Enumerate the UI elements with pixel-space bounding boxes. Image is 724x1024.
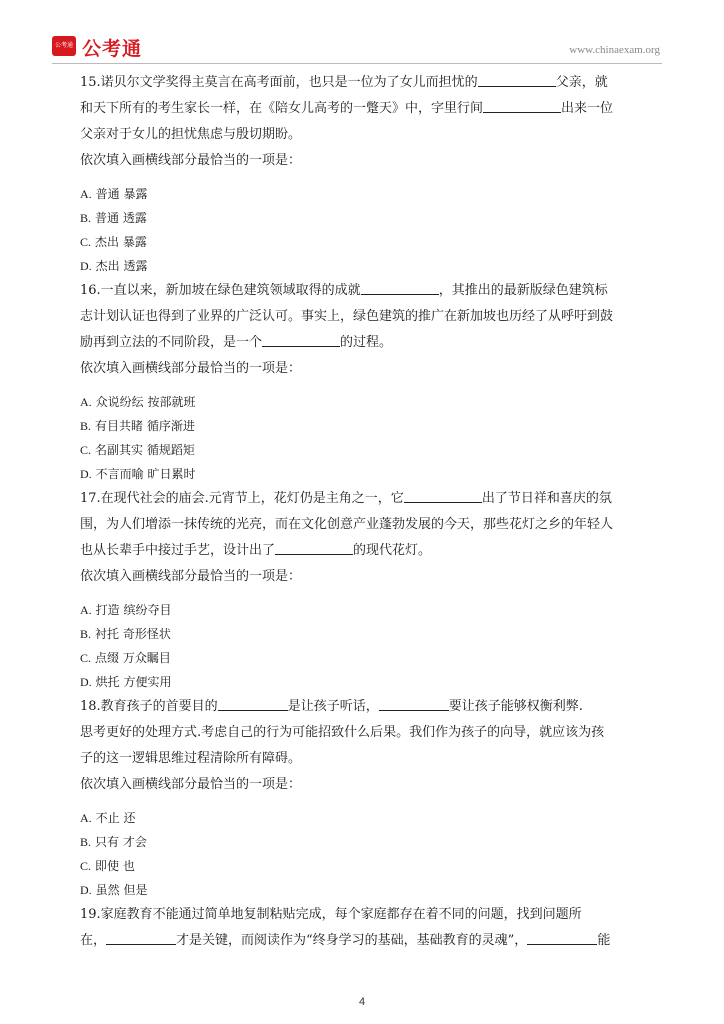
question-16 bbox=[80, 278, 620, 486]
option-letter: B. bbox=[80, 835, 92, 849]
question-line bbox=[80, 122, 620, 148]
text-segment: 才是关键，而阅读作为“终身学习的基础，基础教育的灵魂”， bbox=[176, 933, 528, 948]
option-a bbox=[80, 390, 620, 414]
fill-blank bbox=[527, 930, 597, 945]
question-line bbox=[80, 538, 620, 564]
spacer bbox=[80, 382, 620, 390]
page-header bbox=[52, 34, 662, 64]
option-letter: A. bbox=[80, 187, 92, 201]
question-18 bbox=[80, 694, 620, 902]
text-segment: 在， bbox=[80, 933, 107, 948]
logo-badge: 公考通 bbox=[52, 36, 76, 56]
question-19 bbox=[80, 902, 620, 954]
option-c bbox=[80, 230, 620, 254]
question-prompt: 依次填入画横线部分最恰当的一项是： bbox=[80, 361, 302, 376]
site-url[interactable]: www.chinaexam.org bbox=[569, 44, 660, 56]
text-segment: 和天下所有的考生家长一样，在《陪女儿高考的一蹩天》中，字里行间 bbox=[80, 101, 484, 116]
option-letter: C. bbox=[80, 651, 92, 665]
fill-blank bbox=[262, 332, 340, 347]
option-c bbox=[80, 854, 620, 878]
text-segment: 15.诺贝尔文学奖得主莫言在高考面前，也只是一位为了女儿而担忧的 bbox=[80, 75, 478, 90]
text-segment: 17.在现代社会的庙会.元宵节上，花灯仍是主角之一，它 bbox=[80, 491, 404, 506]
text-segment: 能 bbox=[597, 933, 611, 948]
question-line bbox=[80, 70, 620, 96]
option-letter: A. bbox=[80, 811, 92, 825]
question-line bbox=[80, 928, 620, 954]
question-17 bbox=[80, 486, 620, 694]
option-a bbox=[80, 182, 620, 206]
option-letter: A. bbox=[80, 603, 92, 617]
spacer bbox=[80, 798, 620, 806]
fill-blank bbox=[404, 488, 482, 503]
question-prompt: 依次填入画横线部分最恰当的一项是： bbox=[80, 569, 302, 584]
text-segment: 出了节日祥和喜庆的氛 bbox=[481, 491, 612, 506]
text-segment: ，其推出的最新版绿色建筑标 bbox=[438, 283, 608, 298]
fill-blank bbox=[275, 540, 353, 555]
option-d bbox=[80, 670, 620, 694]
fill-blank bbox=[379, 696, 449, 711]
fill-blank bbox=[361, 280, 439, 295]
option-text: 有目共睹 循序渐进 bbox=[95, 419, 195, 433]
text-segment: 16.一直以来，新加坡在绿色建筑领域取得的成就 bbox=[80, 283, 361, 298]
option-a bbox=[80, 806, 620, 830]
option-c bbox=[80, 438, 620, 462]
question-line bbox=[80, 330, 620, 356]
question-line bbox=[80, 720, 620, 746]
text-segment: 志计划认证也得到了业界的广泛认可。事实上，绿色建筑的推广在新加坡也历经了从呼吁到鼓 bbox=[80, 309, 614, 324]
question-line bbox=[80, 512, 620, 538]
page-number: 4 bbox=[358, 996, 366, 1008]
question-line bbox=[80, 694, 620, 720]
text-segment: 19.家庭教育不能通过简单地复制粘贴完成，每个家庭都存在着不同的问题，找到问题所 bbox=[80, 907, 582, 922]
question-line bbox=[80, 96, 620, 122]
option-text: 普通 暴露 bbox=[95, 187, 148, 201]
question-line bbox=[80, 278, 620, 304]
option-text: 不止 还 bbox=[95, 811, 136, 825]
text-segment: 围，为人们增添一抹传统的光亮，而在文化创意产业蓬勃发展的今天，那些花灯之乡的年轻人 bbox=[80, 517, 614, 532]
option-letter: C. bbox=[80, 235, 92, 249]
fill-blank bbox=[218, 696, 288, 711]
option-letter: D. bbox=[80, 675, 92, 689]
option-letter: C. bbox=[80, 443, 92, 457]
option-text: 不言而喻 旷日累时 bbox=[95, 467, 196, 481]
question-prompt: 依次填入画横线部分最恰当的一项是： bbox=[80, 153, 302, 168]
option-text: 即使 也 bbox=[95, 859, 135, 873]
option-letter: B. bbox=[80, 627, 92, 641]
text-segment: 是让孩子听话， bbox=[287, 699, 379, 714]
fill-blank bbox=[106, 930, 176, 945]
logo-text: 公考通 bbox=[82, 38, 143, 60]
option-text: 杰出 暴露 bbox=[95, 235, 147, 249]
option-b bbox=[80, 622, 620, 646]
option-d bbox=[80, 878, 620, 902]
question-line bbox=[80, 486, 620, 512]
text-segment: 也从长辈手中接过手艺，设计出了 bbox=[80, 543, 276, 558]
fill-blank bbox=[478, 72, 556, 87]
option-text: 杰出 透露 bbox=[95, 259, 148, 273]
option-letter: C. bbox=[80, 859, 92, 873]
option-text: 衬托 奇形怪状 bbox=[95, 627, 171, 641]
option-letter: B. bbox=[80, 211, 92, 225]
text-segment: 的现代花灯。 bbox=[353, 543, 432, 558]
option-c bbox=[80, 646, 620, 670]
question-15 bbox=[80, 70, 620, 278]
option-text: 虽然 但是 bbox=[95, 883, 148, 897]
spacer bbox=[80, 590, 620, 598]
header-divider bbox=[52, 63, 662, 64]
option-text: 打造 缤纷夺目 bbox=[95, 603, 172, 617]
option-d bbox=[80, 462, 620, 486]
spacer bbox=[80, 174, 620, 182]
option-letter: B. bbox=[80, 419, 92, 433]
option-text: 只有 才会 bbox=[95, 835, 147, 849]
text-segment: 的过程。 bbox=[340, 335, 393, 350]
option-text: 点缀 万众瞩目 bbox=[95, 651, 171, 665]
text-segment: 18.教育孩子的首要目的 bbox=[80, 699, 218, 714]
option-text: 普通 透露 bbox=[95, 211, 147, 225]
text-segment: 父亲，就 bbox=[555, 75, 608, 90]
text-segment: 要让孩子能够权衡利弊. bbox=[448, 699, 583, 714]
option-letter: A. bbox=[80, 395, 92, 409]
option-text: 烘托 方便实用 bbox=[95, 675, 172, 689]
text-segment: 父亲对于女儿的担忧焦虑与殷切期盼。 bbox=[80, 127, 302, 142]
text-segment: 出来一位 bbox=[561, 101, 614, 116]
fill-blank bbox=[483, 98, 561, 113]
text-segment: 子的这一逻辑思维过程清除所有障碍。 bbox=[80, 751, 302, 766]
question-line bbox=[80, 746, 620, 772]
option-text: 众说纷纭 按部就班 bbox=[95, 395, 196, 409]
option-b bbox=[80, 206, 620, 230]
document-body bbox=[80, 70, 620, 954]
text-segment: 思考更好的处理方式.考虑自己的行为可能招致什么后果。我们作为孩子的向导，就应该为孩 bbox=[80, 725, 605, 740]
option-text: 名副其实 循规蹈矩 bbox=[95, 443, 195, 457]
option-letter: D. bbox=[80, 467, 92, 481]
option-letter: D. bbox=[80, 883, 92, 897]
option-letter: D. bbox=[80, 259, 92, 273]
question-prompt: 依次填入画横线部分最恰当的一项是： bbox=[80, 777, 302, 792]
question-line bbox=[80, 304, 620, 330]
question-line bbox=[80, 902, 620, 928]
option-b bbox=[80, 830, 620, 854]
option-d bbox=[80, 254, 620, 278]
option-a bbox=[80, 598, 620, 622]
text-segment: 励再到立法的不同阶段，是一个 bbox=[80, 335, 263, 350]
option-b bbox=[80, 414, 620, 438]
